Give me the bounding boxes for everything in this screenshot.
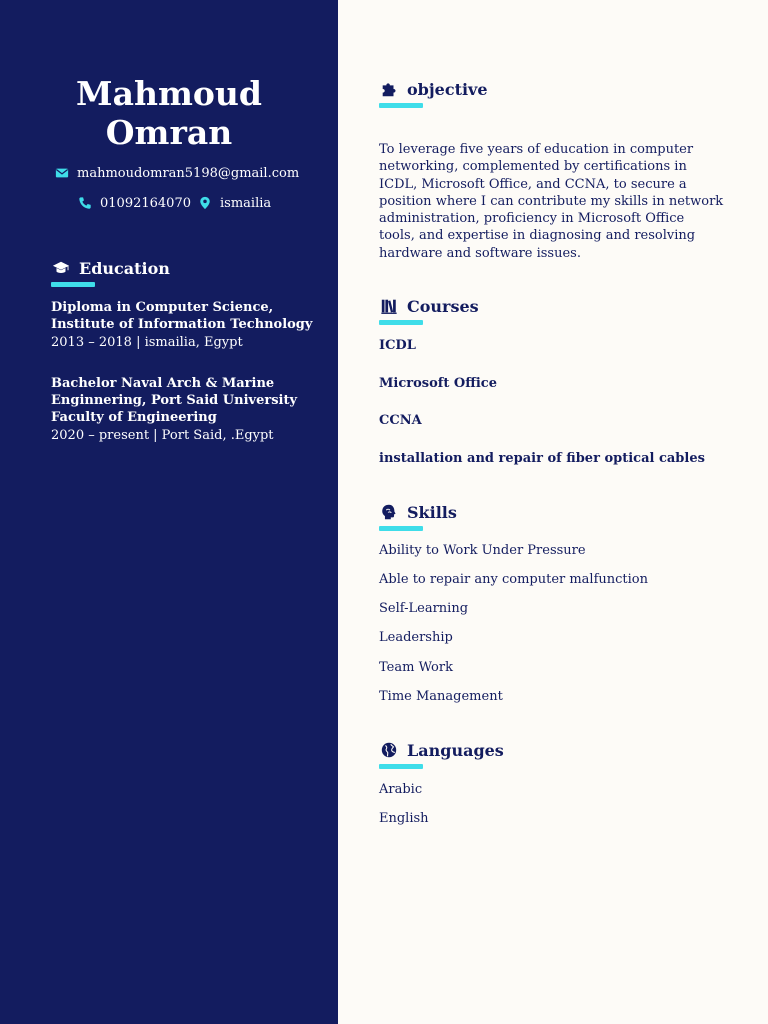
education-meta: 2020 – present | Port Said, .Egypt bbox=[51, 428, 274, 443]
main-content bbox=[338, 0, 768, 1024]
languages-underline bbox=[379, 764, 423, 769]
languages-heading-text: Languages bbox=[407, 740, 504, 760]
skill-item: Time Management bbox=[379, 689, 503, 704]
last-name: Omran bbox=[105, 113, 233, 152]
first-name: Mahmoud bbox=[76, 74, 262, 113]
education-heading bbox=[51, 258, 170, 278]
phone-text: 01092164070 bbox=[100, 195, 191, 211]
skills-underline bbox=[379, 526, 423, 531]
objective-heading bbox=[379, 79, 488, 99]
education-item bbox=[51, 299, 321, 351]
skill-item: Self-Learning bbox=[379, 601, 469, 616]
puzzle-icon bbox=[379, 79, 399, 99]
phone-icon bbox=[77, 195, 93, 211]
graduation-cap-icon bbox=[51, 258, 71, 278]
skill-item: Ability to Work Under Pressure bbox=[379, 543, 586, 558]
location-row bbox=[197, 195, 271, 211]
course-item: CCNA bbox=[379, 413, 422, 428]
courses-underline bbox=[379, 320, 423, 325]
education-heading-text: Education bbox=[79, 258, 170, 278]
education-title-line: Diploma in Computer Science, bbox=[51, 300, 274, 315]
language-item: English bbox=[379, 811, 429, 826]
skill-item: Team Work bbox=[379, 660, 453, 675]
candidate-name bbox=[0, 74, 338, 152]
email-row[interactable] bbox=[54, 165, 299, 181]
education-title-line: Faculty of Engineering bbox=[51, 410, 217, 425]
courses-heading bbox=[379, 296, 479, 316]
education-title-line: Enginnering, Port Said University bbox=[51, 393, 298, 408]
skill-item: Able to repair any computer malfunction bbox=[379, 572, 649, 587]
skill-item: Leadership bbox=[379, 630, 453, 645]
education-title-line: Institute of Information Technology bbox=[51, 317, 313, 332]
objective-text: To leverage five years of education in computer networking, complemented by certifications in ICDL, Microsoft Office, and CCNA, to secure a position where I can contribute my skills in network administration, proficiency in Microsoft Office tools, and expertise in diagnosing and resolving hardware and software issues. bbox=[379, 142, 724, 261]
globe-icon bbox=[379, 740, 399, 760]
languages-heading bbox=[379, 740, 504, 760]
skills-heading-text: Skills bbox=[407, 502, 457, 522]
objective-heading-text: objective bbox=[407, 79, 488, 99]
phone-row[interactable] bbox=[77, 195, 191, 211]
skills-heading bbox=[379, 502, 457, 522]
education-title bbox=[51, 375, 321, 426]
email-text: mahmoudomran5198@gmail.com bbox=[77, 165, 300, 181]
sidebar bbox=[0, 0, 338, 1024]
language-item: Arabic bbox=[379, 782, 423, 797]
courses-heading-text: Courses bbox=[407, 296, 479, 316]
course-item: installation and repair of fiber optical cables bbox=[379, 451, 705, 466]
education-meta: 2013 – 2018 | ismailia, Egypt bbox=[51, 335, 243, 350]
objective-underline bbox=[379, 103, 423, 108]
map-pin-icon bbox=[197, 195, 213, 211]
course-item: ICDL bbox=[379, 338, 416, 353]
education-title-line: Bachelor Naval Arch & Marine bbox=[51, 376, 275, 391]
envelope-icon bbox=[54, 165, 70, 181]
education-title bbox=[51, 299, 321, 333]
brain-icon bbox=[379, 502, 399, 522]
books-icon bbox=[379, 296, 399, 316]
location-text: ismailia bbox=[220, 195, 272, 211]
course-item: Microsoft Office bbox=[379, 376, 497, 391]
education-item bbox=[51, 375, 321, 444]
education-underline bbox=[51, 282, 95, 287]
